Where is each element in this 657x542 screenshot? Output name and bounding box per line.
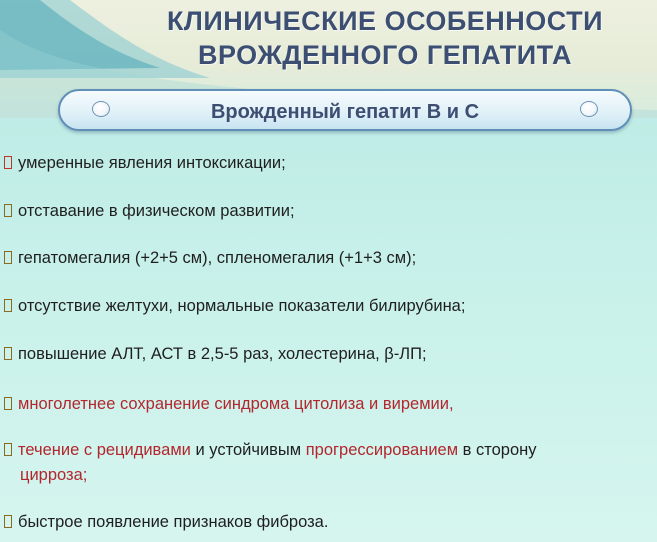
list-item-text: умеренные явления интоксикации; — [18, 154, 286, 172]
bullet-icon — [4, 156, 12, 169]
list-item-text: гепатомегалия (+2+5 см), спленомегалия (+1+3 см); — [18, 249, 417, 267]
bullet-icon — [4, 251, 12, 264]
banner-knob-right-icon — [580, 101, 598, 117]
banner-title: Врожденный гепатит В и С — [210, 101, 480, 123]
list-item-text: и устойчивым — [190, 441, 306, 459]
list-item-highlight: прогрессированием — [305, 441, 459, 459]
list-item — [4, 438, 654, 463]
page-title — [150, 4, 620, 72]
list-item — [4, 392, 654, 417]
list-item — [4, 342, 654, 367]
list-item-text: в сторону — [458, 441, 537, 459]
list-item-text: многолетнее сохранение синдрома цитолиза и виремии, — [18, 395, 454, 413]
bullet-icon — [4, 515, 12, 528]
title-line-1: КЛИНИЧЕСКИЕ ОСОБЕННОСТИ — [166, 6, 604, 36]
bullet-icon — [4, 347, 12, 360]
list-item-highlight: течение с рецидивами — [18, 441, 191, 459]
bullet-icon — [4, 204, 12, 217]
list-item-continuation — [4, 463, 657, 488]
list-item-highlight: цирроза; — [20, 466, 88, 484]
list-item-text: отсутствие желтухи, нормальные показатели билирубина; — [18, 297, 466, 315]
list-item — [4, 510, 654, 535]
section-banner — [58, 89, 632, 131]
list-item-text: отставание в физическом развитии; — [18, 202, 295, 220]
list-item-text: быстрое появление признаков фиброза. — [18, 513, 329, 531]
list-item — [4, 151, 654, 176]
list-item — [4, 246, 654, 271]
list-item — [4, 199, 654, 224]
list-item-text: повышение АЛТ, АСТ в 2,5-5 раз, холестерина, β-ЛП; — [18, 345, 427, 363]
bullet-icon — [4, 397, 12, 410]
list-item — [4, 294, 654, 319]
title-line-2: ВРОЖДЕННОГО ГЕПАТИТА — [198, 40, 572, 70]
bullet-icon — [4, 299, 12, 312]
bullet-icon — [4, 443, 12, 456]
